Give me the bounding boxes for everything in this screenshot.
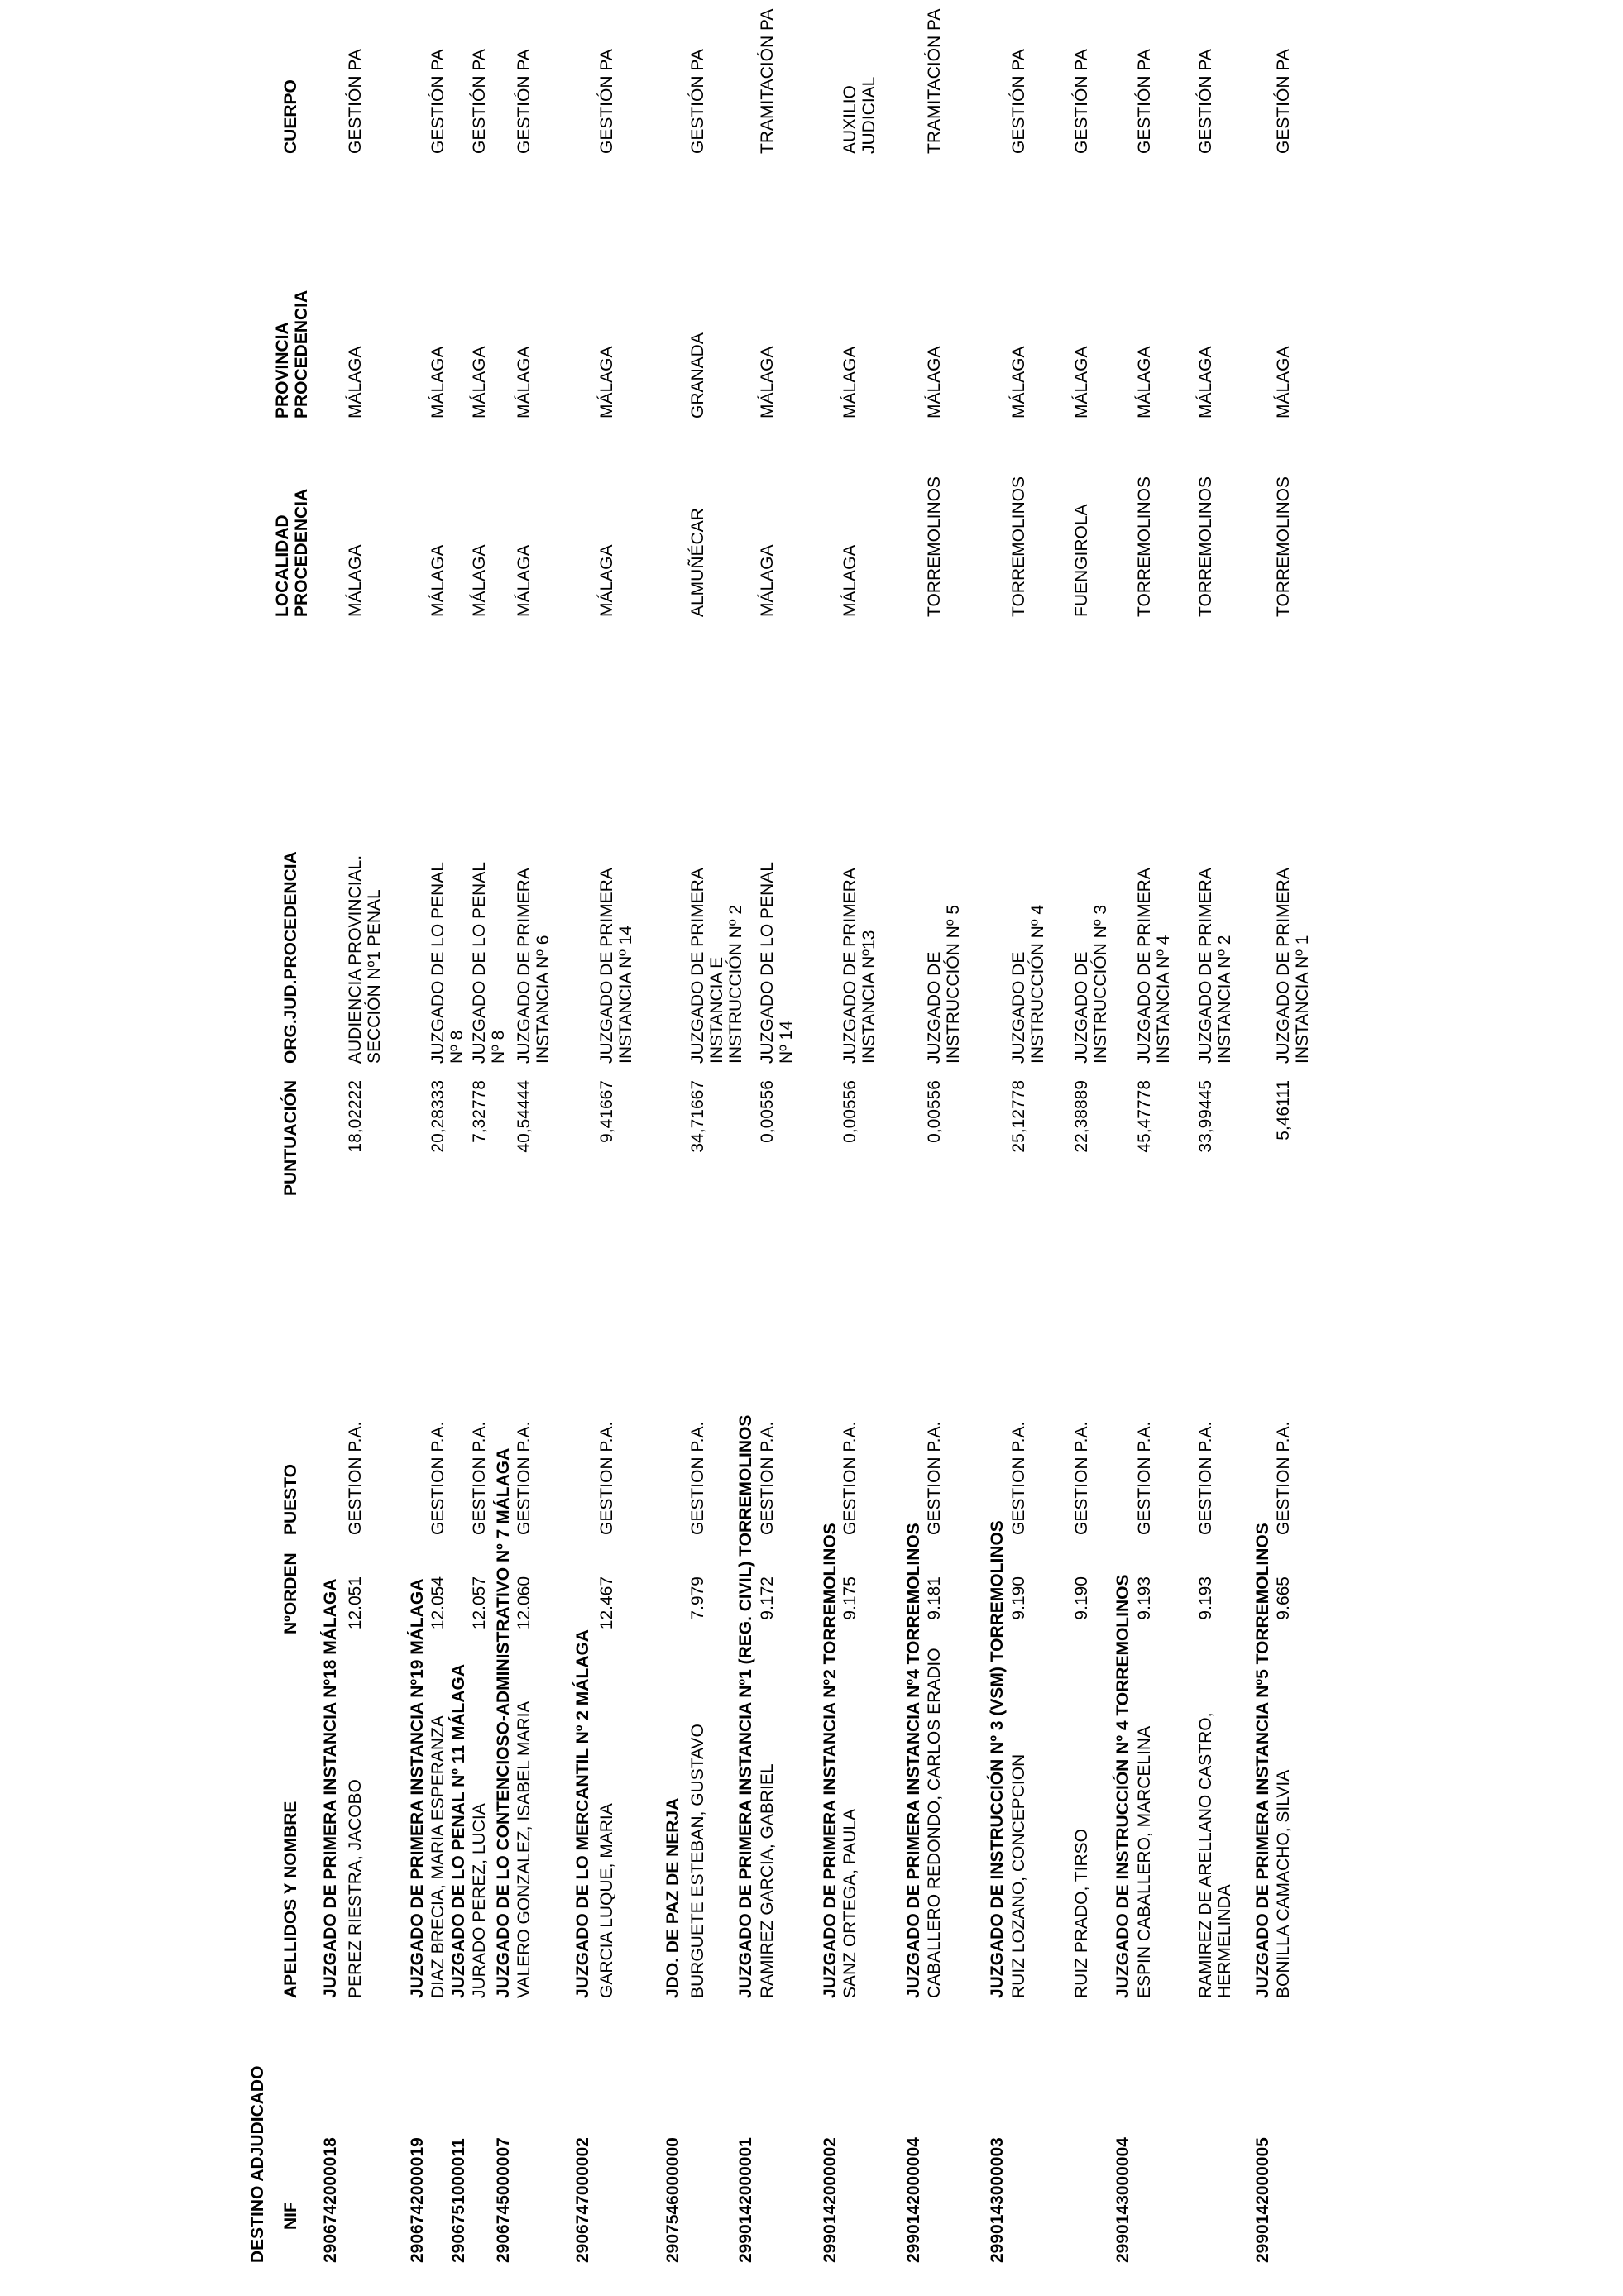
group-nif: 2990143000004 [1113,2137,1132,2263]
header-orden: NºORDEN [281,1552,300,1634]
score: 0,00556 [925,1080,944,1143]
header-localidad: LOCALIDAD PROCEDENCIA [273,488,311,617]
order-number: 12.467 [597,1576,616,1630]
score: 22,38889 [1072,1080,1091,1153]
position: GESTION P.A. [1196,1421,1215,1535]
group-nif: 2990142000002 [821,2137,840,2263]
corps: GESTIÓN PA [597,49,616,154]
person-name: CABALLERO REDONDO, CARLOS ERADIO [925,1648,944,1998]
score: 40,54444 [515,1080,534,1153]
position: GESTION P.A. [428,1421,448,1535]
origin-locality: TORREMOLINOS [1009,476,1028,617]
score: 7,32778 [470,1080,489,1143]
group-organo-title: JUZGADO DE INSTRUCCIÓN Nº 3 (VSM) TORREMOLINOS [988,1520,1007,1998]
group-organo-title: JUZGADO DE PRIMERA INSTANCIA Nº4 TORREMOLINOS [904,1523,923,1998]
header-org-procedencia: ORG.JUD.PROCEDENCIA [281,851,300,1064]
order-number: 9.193 [1135,1576,1154,1620]
score: 20,28333 [428,1080,448,1153]
origin-province: MÁLAGA [1072,346,1091,419]
score: 0,00556 [758,1080,777,1143]
page-title: DESTINO ADJUDICADO [248,2065,267,2263]
person-name: RAMIREZ DE ARELLANO CASTRO, HERMELINDA [1196,1712,1234,1998]
group-nif: 290674200001​9 [408,2137,427,2263]
corps: GESTIÓN PA [470,49,489,154]
origin-locality: TORREMOLINOS [925,476,944,617]
origin-court: JUZGADO DE LO PENAL Nº 8 [428,862,467,1064]
person-name: BONILLA CAMACHO, SILVIA [1274,1769,1293,1998]
group-organo-title: JUZGADO DE PRIMERA INSTANCIA Nº18 MÁLAGA [321,1578,340,1998]
origin-province: MÁLAGA [346,346,365,419]
position: GESTION P.A. [758,1421,777,1535]
corps: TRAMITACIÓN PA [925,8,944,154]
score: 5,46111 [1274,1080,1293,1141]
group-organo-title: JUZGADO DE LO PENAL Nº 11 MÁLAGA [449,1664,468,1998]
origin-province: MÁLAGA [1196,346,1215,419]
header-cuerpo: CUERPO [281,79,300,154]
group-nif: 2990142000005 [1253,2137,1272,2263]
group-organo-title: JUZGADO DE INSTRUCCIÓN Nº 4 TORREMOLINOS [1113,1574,1132,1998]
header-provincia: PROVINCIA PROCEDENCIA [273,289,311,419]
order-number: 9.175 [840,1576,859,1620]
person-name: DIAZ BRECIA, MARIA ESPERANZA [428,1715,448,1998]
corps: GESTIÓN PA [688,49,707,154]
origin-locality: MÁLAGA [840,544,859,617]
order-number: 9.193 [1196,1576,1215,1620]
group-organo-title: JUZGADO DE PRIMERA INSTANCIA Nº5 TORREMOLINOS [1253,1523,1272,1998]
position: GESTION P.A. [688,1421,707,1535]
person-name: VALERO GONZALEZ, ISABEL MARIA [515,1700,534,1998]
group-organo-title: JUZGADO DE PRIMERA INSTANCIA Nº19 MÁLAGA [408,1578,427,1998]
origin-court: JUZGADO DE INSTRUCCIÓN Nº 4 [1009,904,1047,1064]
header-nombre: APELLIDOS Y NOMBRE [281,1801,300,1998]
score: 25,12778 [1009,1080,1028,1153]
position: GESTION P.A. [346,1421,365,1535]
person-name: GARCIA LUQUE, MARIA [597,1803,616,1998]
origin-locality: TORREMOLINOS [1274,476,1293,617]
corps: GESTIÓN PA [1274,49,1293,154]
origin-court: JUZGADO DE LO PENAL Nº 14 [758,862,796,1064]
group-nif: 2906751000011 [449,2138,468,2263]
origin-court: JUZGADO DE PRIMERA INSTANCIA Nº 14 [597,868,635,1064]
order-number: 9.181 [925,1576,944,1620]
position: GESTION P.A. [1135,1421,1154,1535]
group-nif: 2906745000007 [494,2137,513,2263]
origin-locality: MÁLAGA [758,544,777,617]
score: 33,99445 [1196,1080,1215,1153]
person-name: SANZ ORTEGA, PAULA [840,1808,859,1998]
group-nif: 2907546000000 [663,2137,682,2263]
origin-court: JUZGADO DE INSTRUCCIÓN Nº 3 [1072,904,1110,1064]
order-number: 7.979 [688,1576,707,1620]
corps: GESTIÓN PA [1072,49,1091,154]
origin-locality: MÁLAGA [597,544,616,617]
position: GESTION P.A. [925,1421,944,1535]
group-organo-title: JUZGADO DE LO CONTENCIOSO-ADMINISTRATIVO Nº 7 MÁLAGA [494,1447,513,1998]
order-number: 12.051 [346,1576,365,1630]
order-number: 9.190 [1072,1576,1091,1620]
corps: GESTIÓN PA [515,49,534,154]
origin-province: MÁLAGA [925,346,944,419]
origin-province: MÁLAGA [515,346,534,419]
origin-province: MÁLAGA [428,346,448,419]
person-name: RAMIREZ GARCIA, GABRIEL [758,1763,777,1998]
group-nif: 2906747000002 [573,2137,592,2263]
origin-province: MÁLAGA [1274,346,1293,419]
position: GESTION P.A. [1274,1421,1293,1535]
position: GESTION P.A. [840,1421,859,1535]
corps: GESTIÓN PA [1135,49,1154,154]
origin-locality: MÁLAGA [428,544,448,617]
origin-locality: MÁLAGA [346,544,365,617]
position: GESTION P.A. [1072,1421,1091,1535]
origin-province: MÁLAGA [470,346,489,419]
origin-locality: MÁLAGA [515,544,534,617]
person-name: BURGUETE ESTEBAN, GUSTAVO [688,1724,707,1998]
origin-province: MÁLAGA [758,346,777,419]
group-nif: 290674200001​8 [321,2137,340,2263]
group-nif: 2990142000004 [904,2137,923,2263]
person-name: JURADO PEREZ, LUCIA [470,1803,489,1998]
origin-locality: MÁLAGA [470,544,489,617]
person-name: ESPIN CABALLERO, MARCELINA [1135,1725,1154,1998]
origin-court: JUZGADO DE PRIMERA INSTANCIA E INSTRUCCIÓN Nº 2 [688,868,745,1064]
origin-province: GRANADA [688,332,707,419]
corps: TRAMITACIÓN PA [758,8,777,154]
corps: GESTIÓN PA [428,49,448,154]
group-nif: 2990142000001 [736,2137,755,2263]
score: 18,02222 [346,1080,365,1153]
origin-court: AUDIENCIA PROVINCIAL. SECCIÓN Nº1 PENAL [346,854,384,1064]
origin-province: MÁLAGA [1135,346,1154,419]
person-name: RUIZ LOZANO, CONCEPCION [1009,1753,1028,1998]
order-number: 9.172 [758,1576,777,1620]
score: 0,00556 [840,1080,859,1143]
score: 9,41667 [597,1080,616,1143]
group-organo-title: JUZGADO DE LO MERCANTIL Nº 2 MÁLAGA [573,1629,592,1998]
origin-court: JUZGADO DE PRIMERA INSTANCIA Nº13 [840,868,879,1064]
origin-court: JUZGADO DE LO PENAL Nº 8 [470,862,508,1064]
header-puntuacion: PUNTUACIÓN [281,1080,300,1196]
order-number: 12.060 [515,1576,534,1630]
group-organo-title: JDO. DE PAZ DE NERJA [663,1797,682,1998]
group-organo-title: JUZGADO DE PRIMERA INSTANCIA Nº2 TORREMOLINOS [821,1523,840,1998]
corps: AUXILIO JUDICIAL [840,76,879,154]
origin-province: MÁLAGA [840,346,859,419]
order-number: 12.054 [428,1576,448,1630]
origin-locality: TORREMOLINOS [1135,476,1154,617]
origin-province: MÁLAGA [1009,346,1028,419]
origin-court: JUZGADO DE PRIMERA INSTANCIA Nº 6 [515,868,553,1064]
person-name: PEREZ RIESTRA, JACOBO [346,1779,365,1998]
origin-court: JUZGADO DE PRIMERA INSTANCIA Nº 1 [1274,868,1312,1064]
group-organo-title: JUZGADO DE PRIMERA INSTANCIA Nº1 (REG. CIVIL) TORREMOLINOS [736,1414,755,1998]
score: 45,47778 [1135,1080,1154,1153]
origin-court: JUZGADO DE PRIMERA INSTANCIA Nº 2 [1196,868,1234,1064]
origin-locality: FUENGIROLA [1072,504,1091,617]
group-nif: 2990143000003 [988,2137,1007,2263]
origin-court: JUZGADO DE INSTRUCCIÓN Nº 5 [925,904,963,1064]
origin-court: JUZGADO DE PRIMERA INSTANCIA Nº 4 [1135,868,1173,1064]
header-nif: NIF [281,2202,300,2230]
score: 34,71667 [688,1080,707,1153]
position: GESTION P.A. [515,1421,534,1535]
origin-locality: ALMUÑÉCAR [688,508,707,617]
header-puesto: PUESTO [281,1464,300,1535]
corps: GESTIÓN PA [1196,49,1215,154]
person-name: RUIZ PRADO, TIRSO [1072,1829,1091,1998]
order-number: 9.190 [1009,1576,1028,1620]
position: GESTION P.A. [470,1421,489,1535]
order-number: 12.057 [470,1576,489,1630]
position: GESTION P.A. [597,1421,616,1535]
corps: GESTIÓN PA [346,49,365,154]
order-number: 9.665 [1274,1576,1293,1620]
origin-locality: TORREMOLINOS [1196,476,1215,617]
corps: GESTIÓN PA [1009,49,1028,154]
position: GESTION P.A. [1009,1421,1028,1535]
origin-province: MÁLAGA [597,346,616,419]
